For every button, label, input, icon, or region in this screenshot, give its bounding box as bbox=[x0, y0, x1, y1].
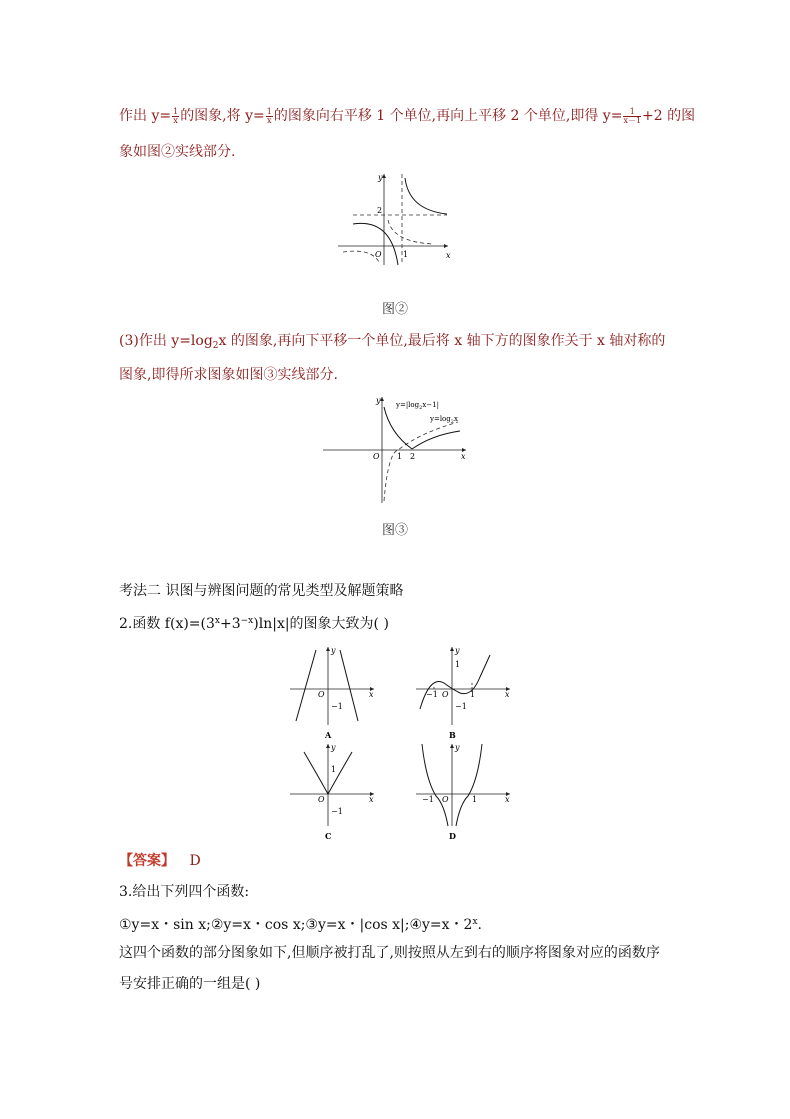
option-c-graph[interactable] bbox=[288, 740, 378, 840]
question-3-line-2: ①y=x・sin x;②y=x・cos x;③y=x・|cos x|;④y=x・2$^x$. bbox=[119, 917, 482, 933]
svg-text:O: O bbox=[442, 690, 449, 699]
question-3-line-4: 号安排正确的一组是( ) bbox=[119, 976, 261, 992]
p2-text-a: (3)作出 y=log bbox=[119, 333, 213, 349]
option-b-label: B bbox=[449, 730, 456, 740]
svg-text:O: O bbox=[442, 795, 449, 804]
svg-text:−1: −1 bbox=[426, 690, 438, 699]
option-d-graph[interactable] bbox=[414, 740, 514, 840]
fraction-1-over-x-minus-1: $\frac{1}{x-1}$ bbox=[623, 106, 642, 125]
svg-text:1: 1 bbox=[472, 795, 478, 804]
p1-text-c: 的图象向右平移 1 个单位,再向上平移 2 个单位,即得 y= bbox=[273, 108, 623, 124]
answer-tag: 【答案】 bbox=[119, 853, 175, 869]
fig3-origin-label: O bbox=[373, 452, 380, 461]
solid-branch-right bbox=[405, 178, 447, 214]
svg-text:O: O bbox=[318, 795, 325, 804]
svg-text:y: y bbox=[331, 646, 336, 655]
fig3-label-abs-log: $y=|\log_2x-1|$ bbox=[396, 401, 439, 411]
svg-text:x: x bbox=[505, 690, 510, 699]
solid-right-branch bbox=[412, 431, 460, 449]
p1-text-a: 作出 y= bbox=[119, 108, 172, 124]
question-3-line-3: 这四个函数的部分图象如下,但顺序被打乱了,则按照从左到右的顺序将图象对应的函数序 bbox=[119, 945, 660, 961]
answer-value: D bbox=[189, 853, 201, 869]
solution-paragraph-2 bbox=[119, 331, 665, 356]
figure-3-caption: 图③ bbox=[382, 523, 409, 538]
solid-left-branch bbox=[384, 407, 412, 449]
svg-text:−1: −1 bbox=[455, 702, 467, 711]
fraction-1-over-x-2: $\frac{1}{x}$ bbox=[266, 106, 272, 125]
p2-subscript: 2 bbox=[212, 341, 219, 351]
option-b-graph[interactable] bbox=[414, 645, 514, 740]
fig3-one-label: 1 bbox=[397, 452, 403, 461]
fig3-label-log: $y=\log_2x$ bbox=[430, 415, 458, 425]
p2-text-b: x 的图象,再向下平移一个单位,最后将 x 轴下方的图象作关于 x 轴对称的 bbox=[218, 333, 666, 349]
svg-text:y: y bbox=[331, 743, 336, 752]
p1-text-d: +2 的图 bbox=[642, 108, 696, 124]
fig2-two-label: 2 bbox=[377, 206, 383, 215]
fig2-x-label: x bbox=[446, 251, 451, 260]
svg-text:x: x bbox=[369, 795, 374, 804]
figure-2-caption: 图② bbox=[382, 302, 409, 317]
x-axis-arrow bbox=[444, 244, 448, 248]
svg-text:x: x bbox=[505, 795, 510, 804]
option-a-label: A bbox=[325, 730, 332, 740]
svg-text:−1: −1 bbox=[331, 807, 343, 816]
svg-text:−1: −1 bbox=[331, 702, 343, 711]
svg-text:1: 1 bbox=[455, 660, 461, 669]
svg-text:y: y bbox=[455, 646, 460, 655]
question-2: 2.函数 $f(x)=(3^x+3^{-x})\ln|x|$的图象大致为( ) bbox=[119, 616, 389, 632]
fig2-y-label: y bbox=[378, 173, 383, 182]
y-axis-arrow bbox=[382, 174, 386, 178]
dashed-branch-right bbox=[388, 220, 433, 244]
svg-text:y: y bbox=[455, 743, 460, 752]
svg-text:x: x bbox=[369, 690, 374, 699]
fraction-1-over-x: $\frac{1}{x}$ bbox=[173, 106, 179, 125]
fig3-y-label: y bbox=[376, 396, 381, 405]
question-3-line-1: 3.给出下列四个函数: bbox=[119, 884, 250, 900]
option-c-label: C bbox=[325, 831, 332, 840]
fig2-one-label: 1 bbox=[403, 250, 409, 259]
figure-3-log-graph bbox=[320, 393, 470, 505]
section-title: 考法二 识图与辨图问题的常见类型及解题策略 bbox=[119, 583, 404, 599]
y-axis-arrow bbox=[380, 397, 384, 401]
solution-paragraph-1 bbox=[119, 106, 695, 126]
fig3-x-label: x bbox=[461, 452, 466, 461]
fig3-two-label: 2 bbox=[410, 452, 416, 461]
svg-text:−1: −1 bbox=[422, 795, 434, 804]
p1-text-b: 的图象,将 y= bbox=[180, 108, 265, 124]
svg-text:1: 1 bbox=[331, 765, 337, 774]
answer-line bbox=[119, 851, 201, 871]
svg-text:1: 1 bbox=[470, 690, 476, 699]
solution-paragraph-2-line-2: 图象,即得所求图象如图③实线部分. bbox=[119, 367, 338, 383]
figure-2-hyperbola bbox=[335, 170, 455, 268]
svg-text:O: O bbox=[318, 690, 325, 699]
option-d-label: D bbox=[449, 831, 456, 840]
solution-paragraph-1-line-2: 象如图②实线部分. bbox=[119, 144, 236, 160]
option-a-graph[interactable] bbox=[288, 645, 378, 740]
fig2-origin-label: O bbox=[375, 250, 382, 259]
dashed-branch-left bbox=[343, 251, 379, 262]
